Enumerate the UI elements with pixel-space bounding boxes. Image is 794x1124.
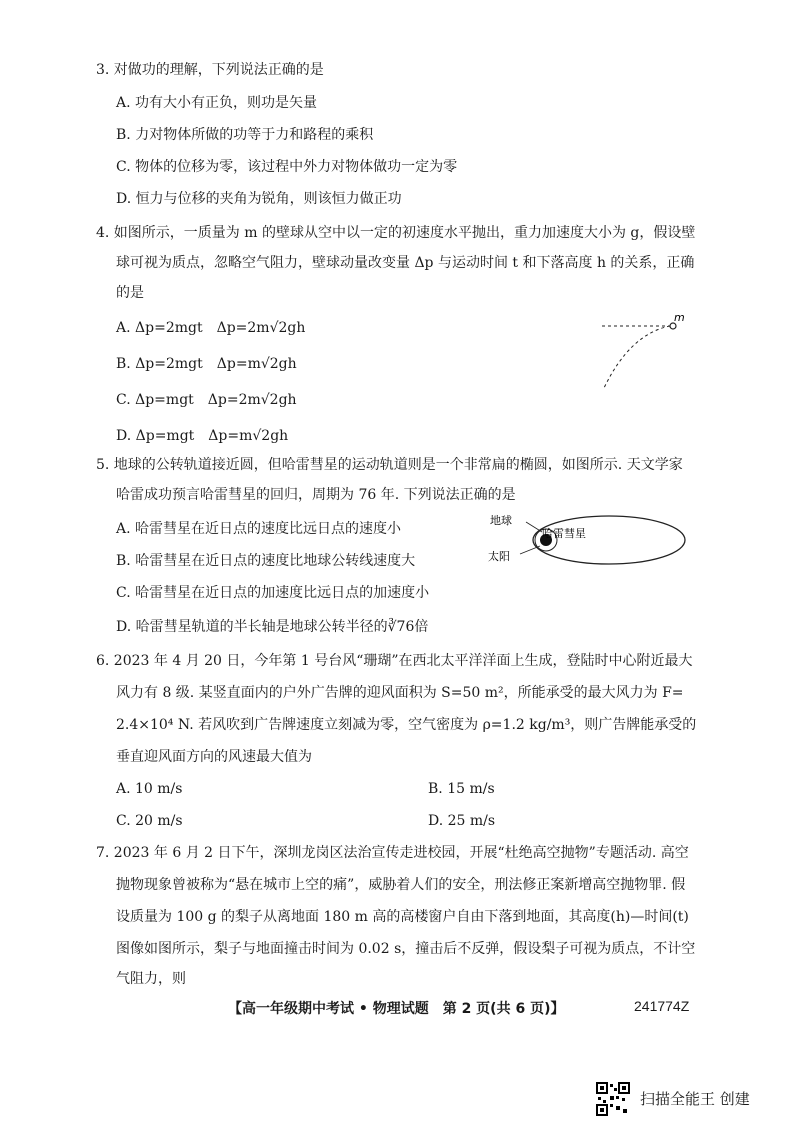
q6-stem-line2: 风力有 8 级. 某竖直面内的户外广告牌的迎风面积为 S=50 m²，所能承受的最大风力为 F= (116, 685, 684, 701)
q4-stem-line1: 4. 如图所示，一质量为 m 的壁球从空中以一定的初速度水平抛出，重力加速度大小为 g，假设壁 (96, 225, 696, 241)
q4-option-d: D. Δp=mgt Δp=m√2gh (116, 428, 289, 444)
q7-stem-line2: 抛物现象曾被称为“悬在城市上空的痛”，威胁着人们的安全，刑法修正案新增高空抛物罪. 假 (116, 877, 686, 893)
comet-label: 哈雷彗星 (542, 527, 586, 540)
q6-stem-line1: 6. 2023 年 4 月 20 日，今年第 1 号台风“珊瑚”在西北太平洋洋面上生成，登陆时中心附近最大 (96, 653, 693, 669)
q3-option-a: A. 功有大小有正负，则功是矢量 (116, 95, 318, 111)
q4-stem-line2: 球可视为质点，忽略空气阻力，壁球动量改变量 Δp 与运动时间 t 和下落高度 h 的关系，正确 (116, 255, 695, 271)
q7-stem-line3: 设质量为 100 g 的梨子从离地面 180 m 高的高楼窗户自由下落到地面，其高度(h)—时间(t) (116, 909, 689, 925)
mass-label: m (674, 311, 685, 324)
q4-option-b: B. Δp=2mgt Δp=m√2gh (116, 356, 297, 372)
q5-option-c: C. 哈雷彗星在近日点的加速度比远日点的加速度小 (116, 585, 430, 601)
q6-option-a: A. 10 m/s (116, 781, 183, 797)
q6-option-d: D. 25 m/s (428, 813, 496, 829)
q4-stem-line3: 的是 (116, 285, 144, 301)
q6-stem-line4: 垂直迎风面方向的风速最大值为 (116, 749, 312, 765)
q5-stem-line1: 5. 地球的公转轨道接近圆，但哈雷彗星的运动轨道则是一个非常扁的椭圆，如图所示. 天文学家 (96, 457, 683, 473)
comet-orbit (533, 516, 685, 564)
q5-orbit-figure (484, 508, 694, 578)
q5-option-d: D. 哈雷彗星轨道的半长轴是地球公转半径的∛76倍 (116, 619, 429, 635)
scanner-watermark: 扫描全能王 创建 (640, 1090, 750, 1108)
q7-stem-line5: 气阻力，则 (116, 971, 186, 987)
q5-option-b: B. 哈雷彗星在近日点的速度比地球公转线速度大 (116, 553, 416, 569)
sun-label: 太阳 (488, 550, 510, 563)
earth-label: 地球 (490, 514, 512, 527)
qr-code-icon (596, 1082, 630, 1116)
page-footer-title: 【高一年级期中考试 • 物理试题 第 2 页(共 6 页)】 (228, 1001, 565, 1017)
q6-option-c: C. 20 m/s (116, 813, 183, 829)
q5-option-a: A. 哈雷彗星在近日点的速度比远日点的速度小 (116, 521, 402, 537)
q3-option-b: B. 力对物体所做的功等于力和路程的乘积 (116, 127, 374, 143)
q3-option-d: D. 恒力与位移的夹角为锐角，则该恒力做正功 (116, 191, 402, 207)
q6-option-b: B. 15 m/s (428, 781, 495, 797)
q4-option-a: A. Δp=2mgt Δp=2m√2gh (116, 320, 306, 336)
q4-projectile-figure (590, 310, 700, 395)
q7-stem-line1: 7. 2023 年 6 月 2 日下午，深圳龙岗区法治宣传走进校园，开展“杜绝高空抛物”专题活动. 高空 (96, 845, 689, 861)
q3-stem: 3. 对做功的理解，下列说法正确的是 (96, 62, 324, 78)
trajectory-curve (604, 326, 670, 388)
q3-option-c: C. 物体的位移为零，该过程中外力对物体做功一定为零 (116, 159, 458, 175)
q5-stem-line2: 哈雷成功预言哈雷彗星的回归，周期为 76 年. 下列说法正确的是 (116, 487, 516, 503)
q6-stem-line3: 2.4×10⁴ N. 若风吹到广告牌速度立刻减为零，空气密度为 ρ=1.2 kg/m³，则广告牌能承受的 (116, 717, 697, 733)
q7-stem-line4: 图像如图所示，梨子与地面撞击时间为 0.02 s，撞击后不反弹，假设梨子可视为质点，不计空 (116, 941, 696, 957)
exam-code: 241774Z (634, 998, 690, 1014)
q4-option-c: C. Δp=mgt Δp=2m√2gh (116, 392, 297, 408)
